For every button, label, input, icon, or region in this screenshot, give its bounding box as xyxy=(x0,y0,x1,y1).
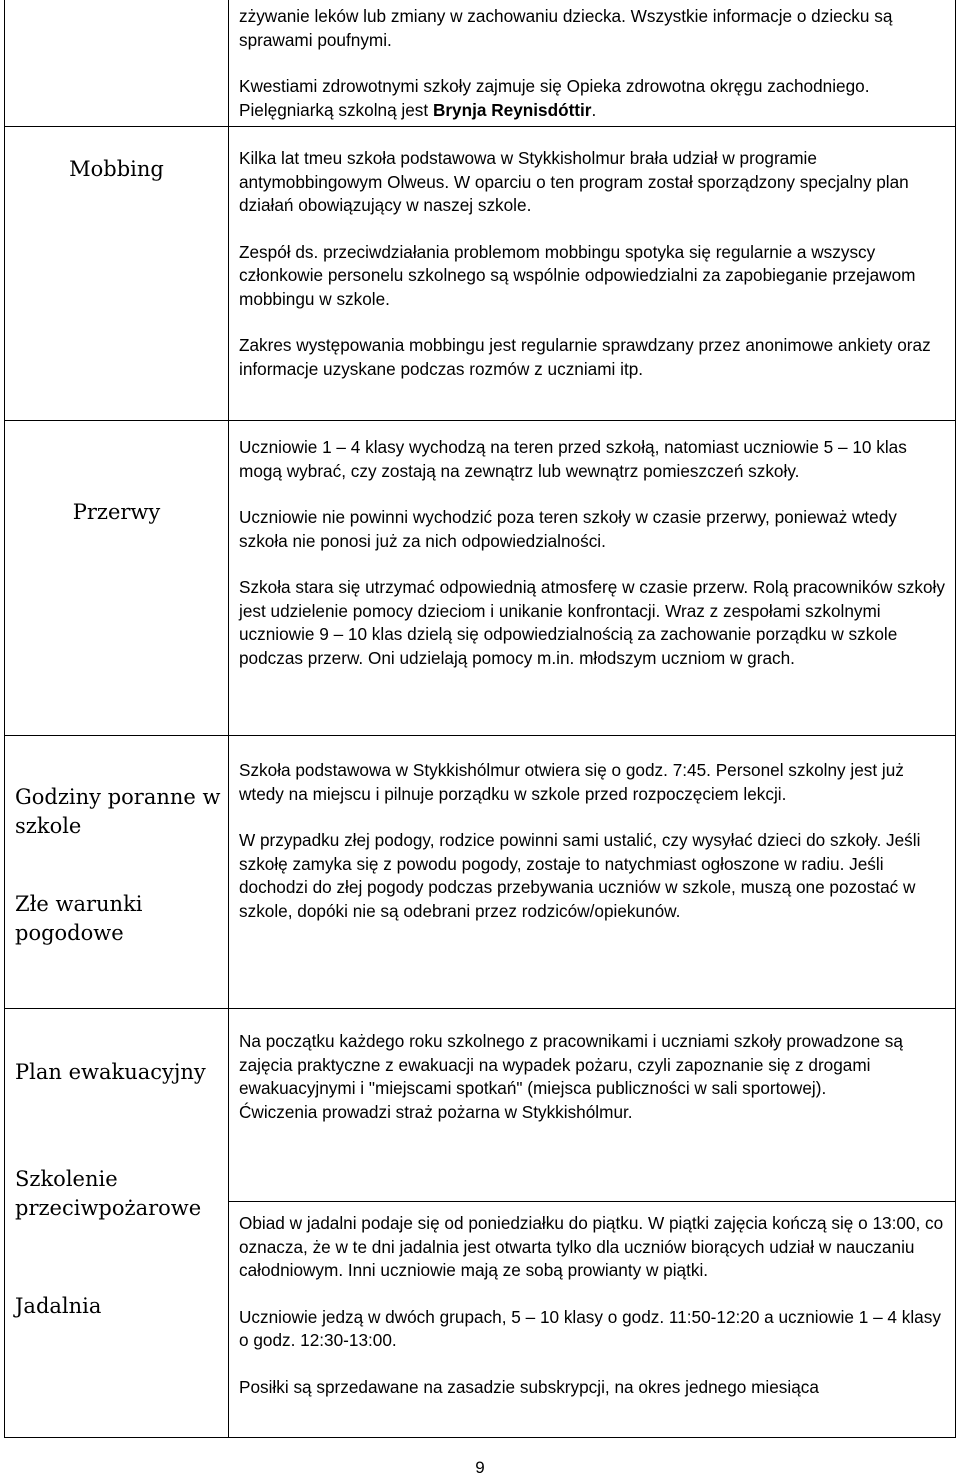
przerwy-paragraph-3: Szkoła stara się utrzymać odpowiednią atmosferę w czasie przerw. Rolą pracowników szkoły jest udzielenie pomocy dzieciom i unikanie konfrontacji. Wraz z zespołami szkolnymi uczniowie 9 – 10 klas dzielą się odpowiedzialnością za zachowanie porządku w szkole podczas przerw. Oni udzielają pomocy m.in. młodszym uczniom w grach. xyxy=(239,577,945,668)
mobbing-label: Mobbing xyxy=(69,157,164,181)
health-text: Kwestiami zdrowotnymi szkoły zajmuje się Opieka zdrowotna okręgu zachodniego. Pielęgniarką szkolną jest xyxy=(239,76,870,120)
godziny-label: Godziny poranne w szkole xyxy=(15,785,221,838)
health-text-end: . xyxy=(591,99,597,120)
jadalnia-paragraph-2: Uczniowie jedzą w dwóch grupach, 5 – 10 klasy o godz. 11:50-12:20 a uczniowie 1 – 4 klasy o godz. 12:30-13:00. xyxy=(239,1306,941,1350)
jadalnia-paragraph-1: Obiad w jadalni podaje się od poniedziałku do piątku. W piątki zajęcia kończą się o 13:00, co oznacza, że w te dni jadalnia jest otwarta tylko dla uczniów biorących udział w nauczaniu całodniowym. Inni uczniowie mają ze sobą prowianty w piątki. xyxy=(239,1213,944,1280)
godziny-paragraph-1: Szkoła podstawowa w Stykkishólmur otwiera się o godz. 7:45. Personel szkolny jest już wtedy na miejscu i pilnuje porządku w szkole przed rozpoczęciem lekcji. xyxy=(239,760,904,804)
label-cell-plan xyxy=(5,1009,229,1437)
health-paragraph-1: zżywanie leków lub zmiany w zachowaniu dziecka. Wszystkie informacje o dziecku są sprawami poufnymi. xyxy=(239,6,893,50)
jadalnia-block xyxy=(229,1202,955,1399)
content-cell-mobbing xyxy=(229,127,955,420)
label-cell-przerwy xyxy=(5,421,229,735)
plan-paragraph-2: Ćwiczenia prowadzi straż pożarna w Stykkishólmur. xyxy=(239,1101,633,1122)
row-health xyxy=(5,0,955,127)
content-cell-godziny xyxy=(229,736,955,1008)
jadalnia-label: Jadalnia xyxy=(15,1294,102,1318)
mobbing-paragraph-1: Kilka lat tmeu szkoła podstawowa w Stykkisholmur brała udział w programie antymobbingowym Olweus. W oparciu o ten program został sporządzony specjalny plan działań obowiązujący w naszej szkole. xyxy=(239,148,909,215)
plan-paragraph-1: Na początku każdego roku szkolnego z pracownikami i uczniami szkoły prowadzone są zajęcia praktyczne z ewakuacji na wypadek pożaru, czyli zapoznanie się z drogami ewakuacyjnymi i "miejscami spotkań" (miejsca publiczności w sali sportowej). xyxy=(239,1031,903,1098)
pogoda-label: Złe warunki pogodowe xyxy=(15,892,143,945)
przerwy-paragraph-1: Uczniowie 1 – 4 klasy wychodzą na teren przed szkołą, natomiast uczniowie 5 – 10 klas mogą wybrać, czy zostają na zewnątrz lub wewnątrz pomieszczeń szkoły. xyxy=(239,437,907,481)
page-number: 9 xyxy=(475,1458,485,1477)
mobbing-paragraph-3: Zakres występowania mobbingu jest regularnie sprawdzany przez anonimowe ankiety oraz informacje uzyskane podczas rozmów z uczniami itp. xyxy=(239,335,931,379)
row-przerwy xyxy=(5,421,955,736)
label-cell-mobbing xyxy=(5,127,229,420)
mobbing-paragraph-2: Zespół ds. przeciwdziałania problemom mobbingu spotyka się regularnie a wszyscy członkowie personelu szkolnego są wspólnie odpowiedzialni za zapobieganie przejawom mobbingu w szkole. xyxy=(239,241,916,309)
content-table xyxy=(4,0,956,1438)
szkolenie-label: Szkolenie przeciwpożarowe xyxy=(15,1167,202,1220)
label-cell-godziny xyxy=(5,736,229,1008)
nurse-name: Brynja Reynisdóttir xyxy=(432,99,592,120)
content-cell-przerwy xyxy=(229,421,955,735)
plan-block xyxy=(229,1009,955,1202)
label-cell-empty xyxy=(5,0,229,126)
przerwy-paragraph-2: Uczniowie nie powinni wychodzić poza teren szkoły w czasie przerwy, ponieważ wtedy szkoła nie ponosi już za nich odpowiedzialności. xyxy=(239,507,897,551)
plan-label: Plan ewakuacyjny xyxy=(15,1060,206,1084)
row-plan xyxy=(5,1009,955,1438)
row-mobbing xyxy=(5,127,955,421)
content-cell-plan xyxy=(229,1009,955,1437)
jadalnia-paragraph-3: Posiłki są sprzedawane na zasadzie subskrypcji, na okres jednego miesiąca xyxy=(239,1376,819,1397)
pogoda-paragraph: W przypadku złej podogy, rodzice powinni sami ustalić, czy wysyłać dzieci do szkoły. Jeśli szkołę zamyka się z powodu pogody, zostaje to natychmiast ogłoszone w radiu. Jeśli dochodzi do złej pogody podczas przebywania uczniów w szkole, muszą one pozostać w szkole, dopóki nie są odebrani przez rodziców/opiekunów. xyxy=(239,830,921,921)
przerwy-label: Przerwy xyxy=(72,500,161,524)
health-paragraph-2 xyxy=(239,75,945,122)
row-godziny xyxy=(5,736,955,1009)
content-cell-health xyxy=(229,0,955,126)
